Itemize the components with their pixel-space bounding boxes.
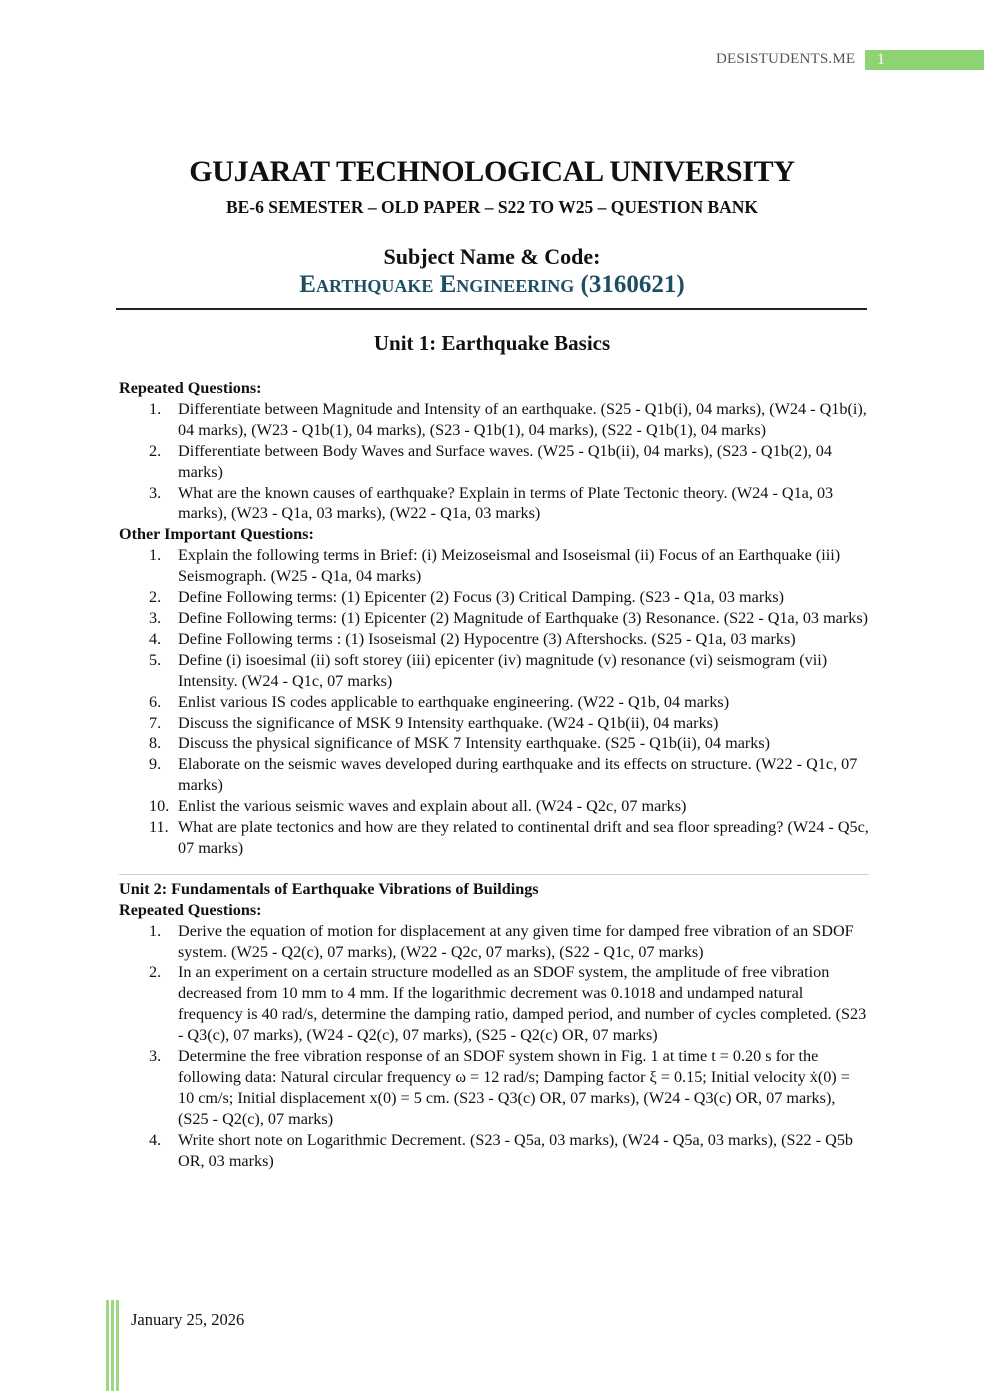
question-number: 2.: [149, 963, 162, 982]
question-item: [119, 921, 869, 963]
question-item: [119, 483, 869, 525]
question-number: 4.: [149, 629, 162, 648]
document-subtitle: BE-6 SEMESTER – OLD PAPER – S22 TO W25 – QUESTION BANK: [225, 197, 759, 217]
question-number: 1.: [149, 921, 162, 940]
question-text: Differentiate between Body Waves and Surface waves. (W25 - Q1b(ii), 04 marks), (S23 - Q1b(2), 04 marks): [178, 441, 832, 481]
university-title: GUJARAT TECHNOLOGICAL UNIVERSITY: [189, 155, 795, 188]
question-number: 4.: [149, 1130, 162, 1149]
question-item: [119, 399, 869, 441]
question-item: [119, 650, 869, 692]
question-item: [119, 713, 869, 734]
question-text: What are the known causes of earthquake? Explain in terms of Plate Tectonic theory. (W24 - Q1a, 03 marks), (W23 - Q1a, 03 marks), (W22 - Q1a, 03 marks): [178, 483, 834, 523]
question-number: 3.: [149, 483, 162, 502]
unit1-title: Unit 1: Earthquake Basics: [373, 331, 611, 355]
question-text: Discuss the significance of MSK 9 Intensity earthquake. (W24 - Q1b(ii), 04 marks): [178, 713, 719, 732]
unit2-repeated-list: [119, 921, 869, 1172]
question-number: 11.: [149, 818, 169, 837]
question-text: Define (i) isoesimal (ii) soft storey (iii) epicenter (iv) magnitude (v) resonance (vi) seismogram (vii) Intensity. (W24 - Q1c, 07 marks): [178, 650, 828, 690]
question-item: [119, 962, 869, 1046]
question-text: Define Following terms: (1) Epicenter (2) Focus (3) Critical Damping. (S23 - Q1a, 03 marks): [178, 588, 784, 607]
question-item: [119, 817, 869, 859]
unit1-other-heading: Other Important Questions:: [119, 525, 314, 544]
question-text: Derive the equation of motion for displacement at any given time for damped free vibration of an SDOF system. (W25 - Q2(c), 07 marks), (W22 - Q2c, 07 marks), (S22 - Q1c, 07 marks): [178, 921, 854, 961]
question-number: 8.: [149, 734, 162, 753]
title-divider: [116, 308, 867, 310]
question-item: [119, 796, 869, 817]
question-content: [119, 378, 869, 1172]
question-item: [119, 733, 869, 754]
subject-label: Subject Name & Code:: [383, 244, 601, 269]
question-text: Explain the following terms in Brief: (i) Meizoseismal and Isoseismal (ii) Focus of an Earthquake (iii) Seismograph. (W25 - Q1a, 04 marks): [178, 546, 841, 586]
question-text: Differentiate between Magnitude and Intensity of an earthquake. (S25 - Q1b(i), 04 marks), (W24 - Q1b(i), 04 marks), (W23 - Q1b(1), 04 marks), (S23 - Q1b(1), 04 marks), (S22 - Q1b(1), 04 marks): [178, 399, 867, 439]
question-item: [119, 587, 869, 608]
question-text: Discuss the physical significance of MSK 7 Intensity earthquake. (S25 - Q1b(ii), 04 marks): [178, 734, 771, 753]
question-number: 5.: [149, 650, 162, 669]
question-number: 10.: [149, 797, 170, 816]
footer-accent-bars: [106, 1300, 120, 1391]
subject-name: Earthquake Engineering (3160621): [299, 271, 685, 298]
question-item: [119, 1046, 869, 1130]
unit2-repeated-heading: Repeated Questions:: [119, 900, 262, 919]
footer-date: January 25, 2026: [131, 1310, 245, 1329]
question-number: 9.: [149, 755, 162, 774]
question-item: [119, 608, 869, 629]
page-number-badge: 1: [865, 50, 984, 70]
question-item: [119, 1130, 869, 1172]
question-text: Enlist various IS codes applicable to earthquake engineering. (W22 - Q1b, 04 marks): [178, 692, 730, 711]
question-text: Define Following terms: (1) Epicenter (2) Magnitude of Earthquake (3) Resonance. (S22 - Q1a, 03 marks): [178, 608, 869, 627]
question-number: 2.: [149, 441, 162, 460]
question-number: 6.: [149, 692, 162, 711]
question-item: [119, 629, 869, 650]
question-number: 2.: [149, 588, 162, 607]
question-text: Determine the free vibration response of an SDOF system shown in Fig. 1 at time t = 0.20 s for the following data: Natural circular frequency ω = 12 rad/s; Damping factor ξ = 0.15; Initial velocity ẋ(0) = 10 cm/s; Initial displacement x(0) = 5 cm. (S23 - Q3(c) OR, 07 marks), (W24 - Q3(c) OR, 07 marks), (S25 - Q2(c), 07 marks): [178, 1047, 850, 1128]
question-number: 3.: [149, 608, 162, 627]
question-number: 1.: [149, 399, 162, 418]
question-text: Enlist the various seismic waves and explain about all. (W24 - Q2c, 07 marks): [178, 797, 687, 816]
question-item: [119, 441, 869, 483]
question-text: Write short note on Logarithmic Decrement. (S23 - Q5a, 03 marks), (W24 - Q5a, 03 marks), (S22 - Q5b OR, 03 marks): [178, 1130, 854, 1170]
unit1-repeated-heading: Repeated Questions:: [119, 379, 262, 397]
question-item: [119, 545, 869, 587]
question-number: 1.: [149, 546, 162, 565]
question-text: In an experiment on a certain structure modelled as an SDOF system, the amplitude of free vibration decreased from 10 mm to 4 mm. If the logarithmic decrement was 0.1018 and undamped natural frequency is 40 rad/s, determine the damping ratio, damped period, and number of cycles completed. (S23 - Q3(c), 07 marks), (W24 - Q2(c), 07 marks), (S25 - Q2(c) OR, 07 marks): [178, 963, 867, 1045]
question-text: Elaborate on the seismic waves developed during earthquake and its effects on structure. (W22 - Q1c, 07 marks): [178, 755, 858, 795]
question-text: Define Following terms : (1) Isoseismal (2) Hypocentre (3) Aftershocks. (S25 - Q1a, 03 marks): [178, 629, 796, 648]
unit1-other-list: [119, 545, 869, 859]
question-item: [119, 754, 869, 796]
question-number: 7.: [149, 713, 162, 732]
unit1-repeated-list: [119, 399, 869, 524]
unit2-title: Unit 2: Fundamentals of Earthquake Vibrations of Buildings: [119, 879, 539, 898]
question-text: What are plate tectonics and how are they related to continental drift and sea floor spreading? (W24 - Q5c, 07 marks): [178, 818, 869, 857]
question-number: 3.: [149, 1047, 162, 1066]
question-item: [119, 692, 869, 713]
header-site-name: DESISTUDENTS.ME: [716, 51, 856, 67]
unit-divider: [119, 874, 869, 875]
